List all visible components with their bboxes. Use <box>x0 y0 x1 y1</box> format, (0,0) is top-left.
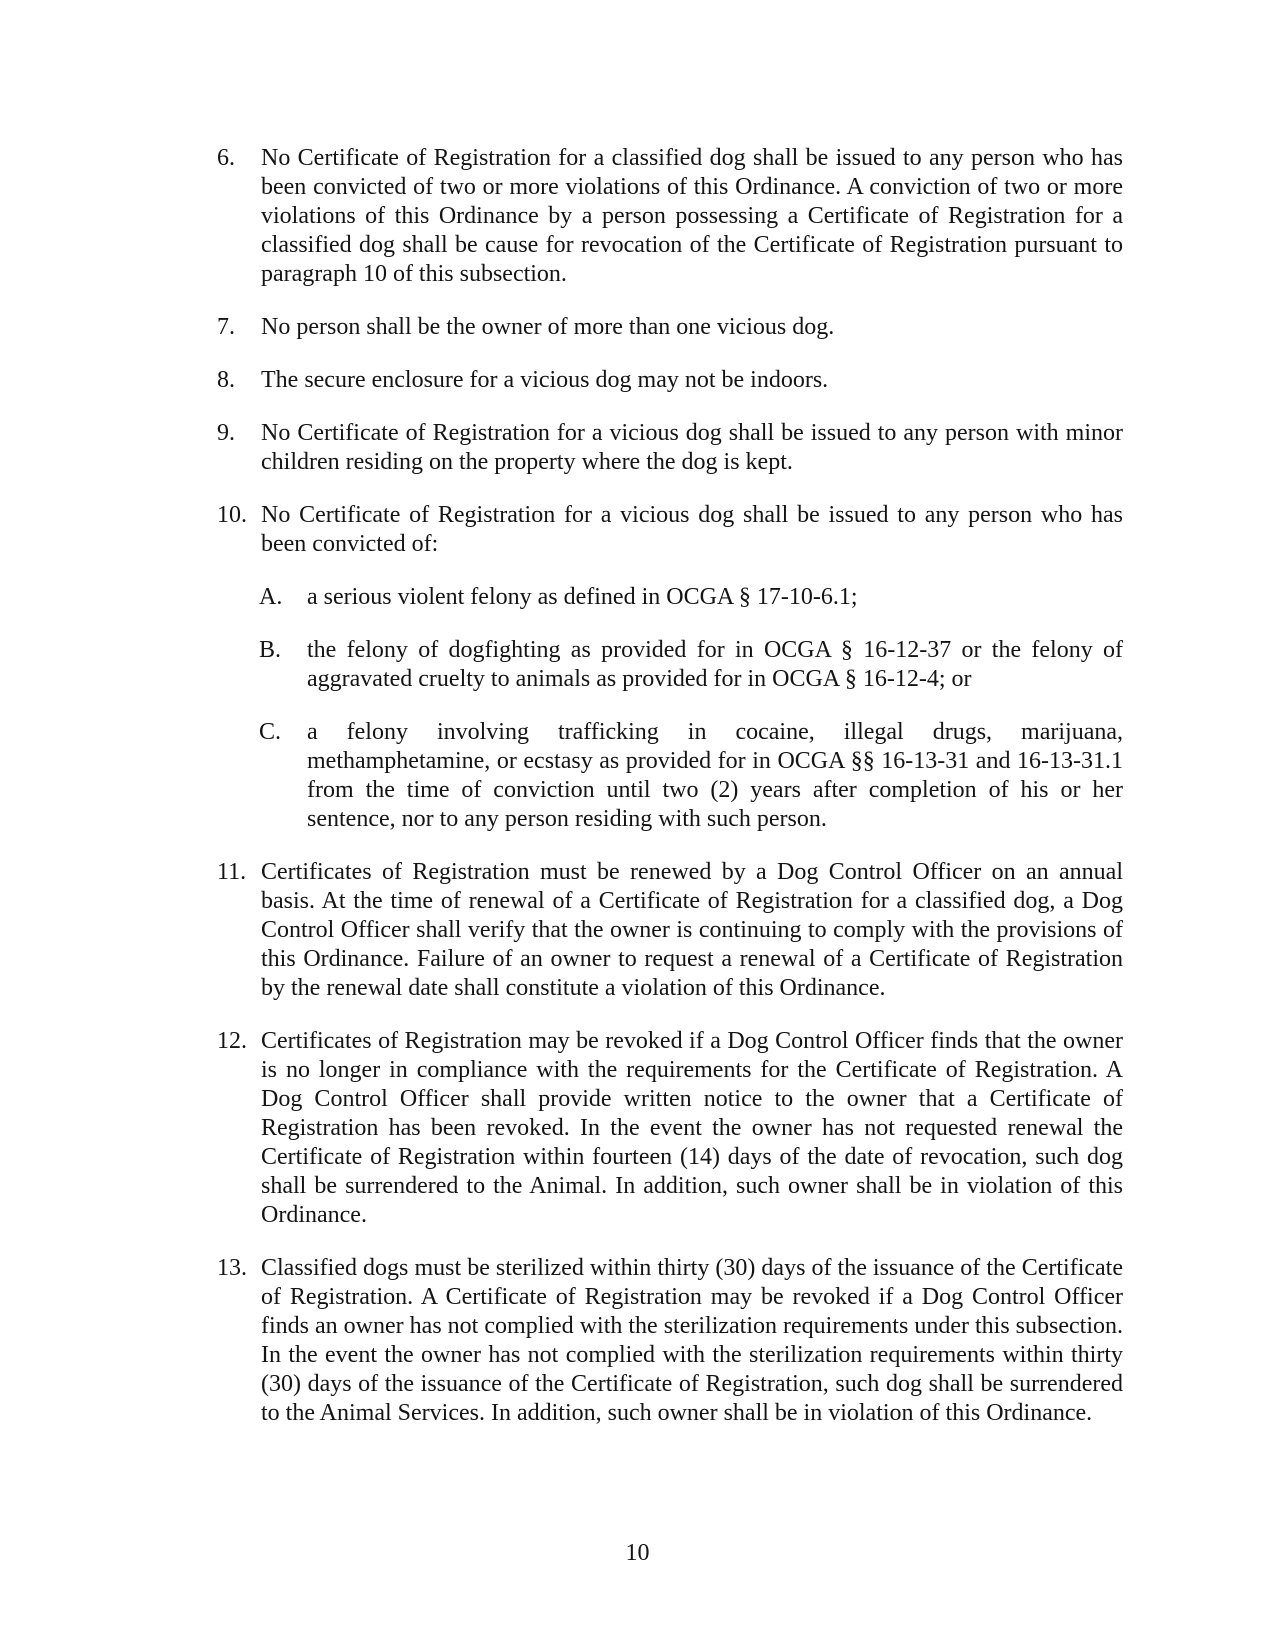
list-item-number: 9. <box>217 420 235 446</box>
list-item-text: No Certificate of Registration for a vicious dog shall be issued to any person with minor children residing on the property where the dog is kept. <box>261 420 1123 475</box>
list-item-number: 13. <box>217 1255 247 1281</box>
list-item-text: Classified dogs must be sterilized within thirty (30) days of the issuance of the Certificate of Registration. A Certificate of Registration may be revoked if a Dog Control Officer finds an owner has not complied with the sterilization requirements under this subsection. In the event the owner has not complied with the sterilization requirements within thirty (30) days of the issuance of the Certificate of Registration, such dog shall be surrendered to the Animal Services. In addition, such owner shall be in violation of this Ordinance. <box>261 1255 1123 1426</box>
list-item <box>217 1254 1123 1428</box>
list-item <box>217 144 1123 289</box>
list-item-number: 11. <box>217 859 247 885</box>
page-footer <box>0 1539 1275 1568</box>
sub-list-item-letter: A. <box>259 584 283 610</box>
sub-list-item-text: a serious violent felony as defined in OCGA § 17-10-6.1; <box>307 584 858 610</box>
sub-list-item <box>259 583 1123 612</box>
sub-list-item-letter: C. <box>259 719 282 745</box>
sub-list-item <box>259 636 1123 694</box>
list-item-number: 10. <box>217 502 247 528</box>
list-item-number: 7. <box>217 314 235 340</box>
list-item <box>217 858 1123 1003</box>
sub-list-item <box>259 718 1123 834</box>
list-item-number: 8. <box>217 367 235 393</box>
list-item-text: No Certificate of Registration for a vicious dog shall be issued to any person who has been convicted of: <box>261 502 1123 557</box>
list-item <box>217 501 1123 559</box>
list-item <box>217 419 1123 477</box>
list-item-text: Certificates of Registration may be revoked if a Dog Control Officer finds that the owner is no longer in compliance with the requirements for the Certificate of Registration. A Dog Control Officer shall provide written notice to the owner that a Certificate of Registration has been revoked. In the event the owner has not requested renewal the Certificate of Registration within fourteen (14) days of the date of revocation, such dog shall be surrendered to the Animal. In addition, such owner shall be in violation of this Ordinance. <box>261 1028 1123 1228</box>
list-item-number: 6. <box>217 145 235 171</box>
list-item-text: The secure enclosure for a vicious dog may not be indoors. <box>261 367 829 393</box>
list-item-number: 12. <box>217 1028 247 1054</box>
sub-list-item-text: a felony involving trafficking in cocaine, illegal drugs, marijuana, methamphetamine, or ecstasy as provided for in OCGA §§ 16-13-31 and 16-13-31.1 from the time of conviction until two (2) years after completion of his or her sentence, nor to any person residing with such person. <box>307 719 1123 832</box>
list-item <box>217 1027 1123 1230</box>
ordinance-list <box>217 144 1123 1452</box>
list-item <box>217 366 1123 395</box>
page-number: 10 <box>625 1540 650 1566</box>
sub-list-item-text: the felony of dogfighting as provided for in OCGA § 16-12-37 or the felony of aggravated cruelty to animals as provided for in OCGA § 16-12-4; or <box>307 637 1123 692</box>
list-item-text: No person shall be the owner of more than one vicious dog. <box>261 314 835 340</box>
list-item <box>217 313 1123 342</box>
sub-list-item-letter: B. <box>259 637 282 663</box>
list-item-text: No Certificate of Registration for a classified dog shall be issued to any person who has been convicted of two or more violations of this Ordinance. A conviction of two or more violations of this Ordinance by a person possessing a Certificate of Registration for a classified dog shall be cause for revocation of the Certificate of Registration pursuant to paragraph 10 of this subsection. <box>261 145 1123 287</box>
list-item-text: Certificates of Registration must be renewed by a Dog Control Officer on an annual basis. At the time of renewal of a Certificate of Registration for a classified dog, a Dog Control Officer shall verify that the owner is continuing to comply with the provisions of this Ordinance. Failure of an owner to request a renewal of a Certificate of Registration by the renewal date shall constitute a violation of this Ordinance. <box>261 859 1123 1001</box>
